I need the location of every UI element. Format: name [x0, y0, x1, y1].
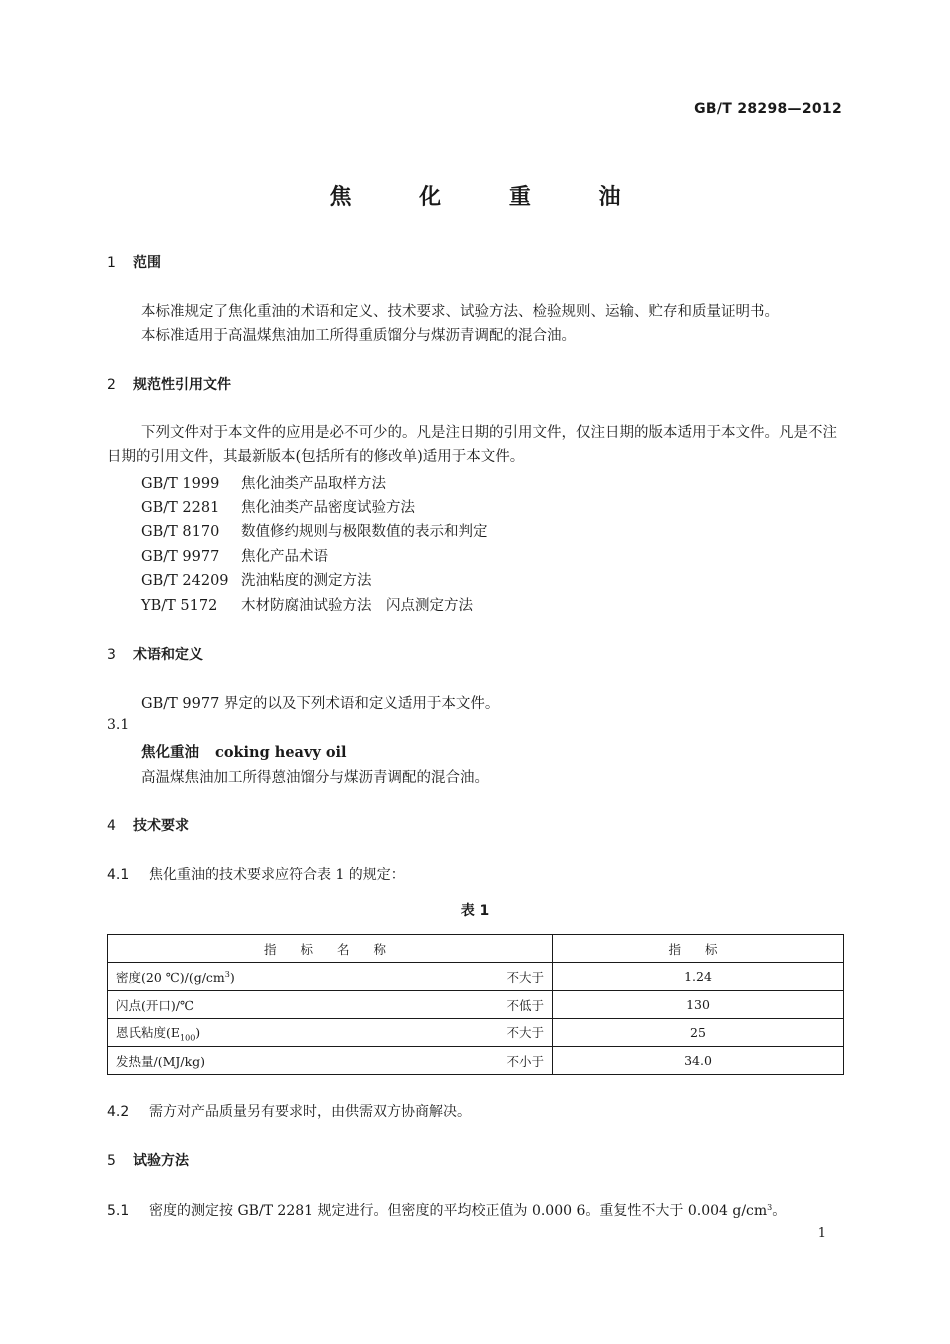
reference-item — [141, 520, 488, 541]
row-label-cell — [108, 963, 553, 991]
row-label-cell — [108, 1019, 553, 1047]
indicator-name: 密度(20 $℃)/(g/cm^3)$ — [116, 969, 235, 985]
section-4-heading — [107, 815, 189, 835]
section-2-heading — [107, 374, 231, 394]
section-title: 术语和定义 — [133, 647, 203, 663]
section-5-heading — [107, 1150, 189, 1170]
reference-item — [141, 496, 415, 517]
section-number: 2 — [107, 377, 116, 393]
section-1-heading — [107, 252, 161, 272]
indicator-name: 闪点(开口)/℃ — [116, 997, 194, 1013]
specification-table — [107, 934, 844, 1075]
section-number: 4 — [107, 818, 116, 834]
section-number: 1 — [107, 255, 116, 271]
section-title: 试验方法 — [133, 1153, 189, 1169]
reference-code: GB/T 2281 — [141, 500, 220, 516]
reference-code: GB/T 8170 — [141, 524, 220, 540]
page-number: 1 — [817, 1226, 826, 1241]
indicator-limit: 不大于 — [506, 969, 544, 985]
section-title: 技术要求 — [133, 818, 189, 834]
clause-number: 4.1 — [107, 867, 130, 883]
indicator-name: 发热量/(MJ/kg) — [116, 1053, 206, 1069]
term-english: coking heavy oil — [215, 744, 347, 761]
section-number: 5 — [107, 1153, 116, 1169]
indicator-limit: 不低于 — [506, 997, 544, 1013]
reference-title: 数值修约规则与极限数值的表示和判定 — [241, 524, 488, 540]
indicator-value: 34.0 — [553, 1047, 844, 1075]
reference-title: 焦化油类产品取样方法 — [241, 476, 386, 492]
clause-5-1 — [107, 1200, 786, 1220]
clause-text: 焦化重油的技术要求应符合表 1 的规定： — [149, 867, 405, 883]
table-caption: 表 1 — [460, 903, 490, 919]
clause-number: 4.2 — [107, 1104, 130, 1120]
indicator-value: 1.24 — [553, 963, 844, 991]
clause-text: 需方对产品质量另有要求时，由供需双方协商解决。 — [149, 1104, 471, 1120]
indicator-value: 130 — [553, 991, 844, 1019]
clause-4-2 — [107, 1101, 471, 1121]
scope-paragraph-2: 本标准适用于高温煤焦油加工所得重质馏分与煤沥青调配的混合油。 — [141, 328, 576, 344]
scope-paragraph-1: 本标准规定了焦化重油的术语和定义、技术要求、试验方法、检验规则、运输、贮存和质量证明书。 — [141, 304, 779, 320]
reference-item — [141, 472, 386, 493]
term-definition: 高温煤焦油加工所得蒽油馏分与煤沥青调配的混合油。 — [141, 770, 489, 786]
indicator-limit: 不大于 — [506, 1024, 544, 1040]
normative-intro: 下列文件对于本文件的应用是必不可少的。凡是注日期的引用文件，仅注日期的版本适用于本文件。凡是不注日期的引用文件，其最新版本(包括所有的修改单)适用于本文件。 — [107, 425, 837, 465]
header-indicator-name: 指 标 名 称 — [108, 935, 553, 963]
indicator-limit: 不小于 — [506, 1053, 544, 1069]
clause-number: 5.1 — [107, 1203, 130, 1219]
reference-code: YB/T 5172 — [141, 598, 218, 614]
section-title: 范围 — [133, 255, 161, 271]
clause-4-1 — [107, 864, 405, 884]
header-indicator-value: 指 标 — [553, 935, 844, 963]
reference-title: 焦化产品术语 — [241, 549, 328, 565]
standard-number: GB/T 28298—2012 — [694, 101, 842, 117]
reference-code: GB/T 24209 — [141, 573, 229, 589]
clause-text: 密度的测定按 GB/T 2281 规定进行。但密度的平均校正值为 0.000 6。重复性不大于 0.004 $g/cm^3$。 — [149, 1203, 787, 1219]
reference-item — [141, 545, 328, 566]
reference-code: GB/T 9977 — [141, 549, 220, 565]
reference-item — [141, 594, 473, 615]
row-label-cell — [108, 991, 553, 1019]
reference-title: 洗油粘度的测定方法 — [241, 573, 372, 589]
reference-item — [141, 569, 372, 590]
section-3-heading — [107, 644, 203, 664]
terms-intro: GB/T 9977 界定的以及下列术语和定义适用于本文件。 — [141, 696, 500, 712]
row-label-cell — [108, 1047, 553, 1075]
section-number: 3 — [107, 647, 116, 663]
reference-title: 木材防腐油试验方法 闪点测定方法 — [241, 598, 473, 614]
table-row — [108, 1047, 844, 1075]
table-row — [108, 991, 844, 1019]
term-chinese: 焦化重油 — [141, 745, 199, 761]
section-title: 规范性引用文件 — [133, 377, 231, 393]
document-title: 焦 化 重 油 — [329, 185, 651, 210]
reference-title: 焦化油类产品密度试验方法 — [241, 500, 415, 516]
term-heading — [141, 741, 347, 762]
table-row — [108, 963, 844, 991]
clause-3-1-number: 3.1 — [107, 717, 130, 733]
table-header-row — [108, 935, 844, 963]
indicator-name: 恩氏粘度$(E_{100})$ — [116, 1024, 201, 1043]
indicator-value: 25 — [553, 1019, 844, 1047]
table-row — [108, 1019, 844, 1047]
reference-code: GB/T 1999 — [141, 476, 220, 492]
